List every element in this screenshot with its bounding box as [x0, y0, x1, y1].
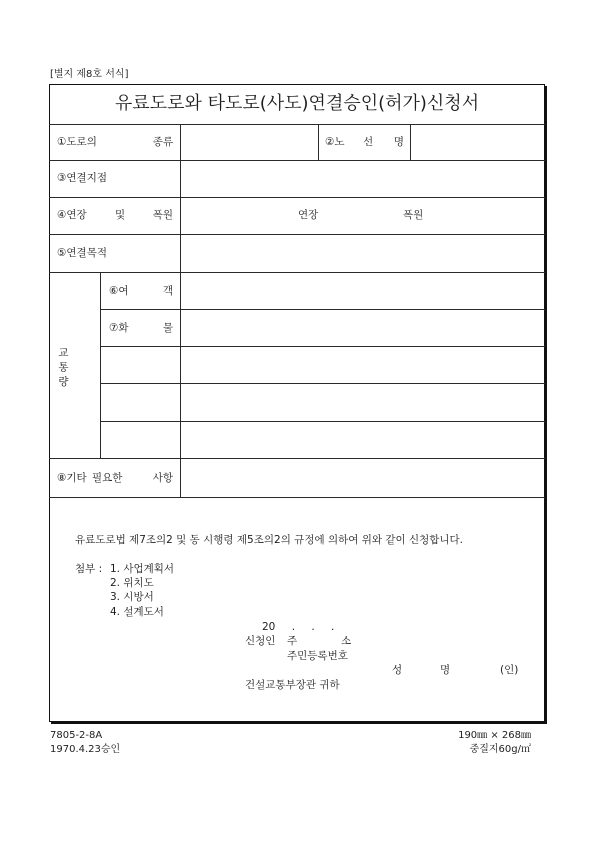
applicant-label: 신청인: [245, 635, 276, 647]
declaration-statement: 유료도로법 제7조의2 및 동 시행령 제5조의2의 규정에 의하여 위와 같이 신청합니다.: [75, 534, 464, 546]
traffic-category-field[interactable]: [101, 422, 180, 458]
divider-row: [49, 497, 545, 498]
address-label-2: 소: [341, 635, 352, 647]
road-type-label-prefix: ①도로의: [57, 136, 97, 148]
form-title: 유료도로와 타도로(사도)연결승인(허가)신청서: [114, 93, 480, 114]
extension-width-label-1: ④연장: [57, 209, 87, 221]
other-label-3: 사항: [152, 472, 173, 484]
extension-width-field[interactable]: [181, 198, 544, 234]
passenger-label-prefix: ⑥여: [109, 285, 129, 297]
other-field[interactable]: [181, 459, 544, 497]
traffic-extra-field[interactable]: [181, 347, 544, 383]
recipient: 건설교통부장관 귀하: [245, 679, 340, 691]
route-name-field[interactable]: [411, 125, 544, 160]
name-label-2: 명: [440, 664, 451, 676]
address-label-1: 주: [287, 635, 298, 647]
traffic-category-field[interactable]: [101, 384, 180, 421]
traffic-category-field[interactable]: [101, 347, 180, 383]
route-name-label-3: 명: [393, 136, 404, 148]
length-sub-label: 연장: [298, 209, 319, 221]
attachment-item: 4. 설계도서: [110, 606, 164, 618]
extension-width-label-3: 폭원: [152, 209, 173, 221]
approval-date: 1970.4.23승인: [50, 744, 121, 755]
freight-label-prefix: ⑦화: [109, 322, 129, 334]
route-name-label-1: ②노: [325, 136, 345, 148]
attachment-item: 3. 시방서: [110, 591, 154, 603]
paper-type: 중질지60g/㎡: [469, 744, 531, 755]
attachment-item: 1. 사업계획서: [110, 563, 175, 575]
paper-size: 190㎜ × 268㎜: [458, 730, 531, 741]
resident-number-label: 주민등록번호: [287, 650, 348, 662]
other-label-1: ⑧기타: [57, 472, 87, 484]
seal-label: (인): [500, 664, 519, 676]
attachments-label: 첨부 :: [75, 563, 103, 575]
freight-label-suffix: 물: [162, 322, 173, 334]
attachment-item: 2. 위치도: [110, 577, 154, 589]
connection-point-label: ③연결지점: [57, 172, 107, 184]
form-number: [별지 제8호 서식]: [50, 69, 129, 80]
traffic-volume-label: 교통량: [57, 347, 69, 391]
name-label-1: 성: [392, 664, 403, 676]
road-type-field[interactable]: [181, 125, 318, 160]
traffic-extra-field[interactable]: [181, 384, 544, 421]
route-name-label-2: 선: [363, 136, 374, 148]
freight-field[interactable]: [181, 310, 544, 346]
other-label-2: 필요한: [92, 472, 123, 484]
passenger-label-suffix: 객: [162, 285, 173, 297]
passenger-field[interactable]: [181, 273, 544, 309]
application-date[interactable]: 20 . . .: [262, 621, 335, 633]
purpose-field[interactable]: [181, 235, 544, 272]
traffic-extra-field[interactable]: [181, 422, 544, 458]
form-code: 7805-2-8A: [50, 730, 103, 741]
width-sub-label: 폭원: [403, 209, 424, 221]
road-type-label-suffix: 종류: [152, 136, 173, 148]
purpose-label: ⑤연결목적: [57, 247, 107, 259]
divider-route-left: [318, 124, 319, 160]
connection-point-field[interactable]: [181, 161, 544, 197]
extension-width-label-2: 및: [115, 209, 126, 221]
